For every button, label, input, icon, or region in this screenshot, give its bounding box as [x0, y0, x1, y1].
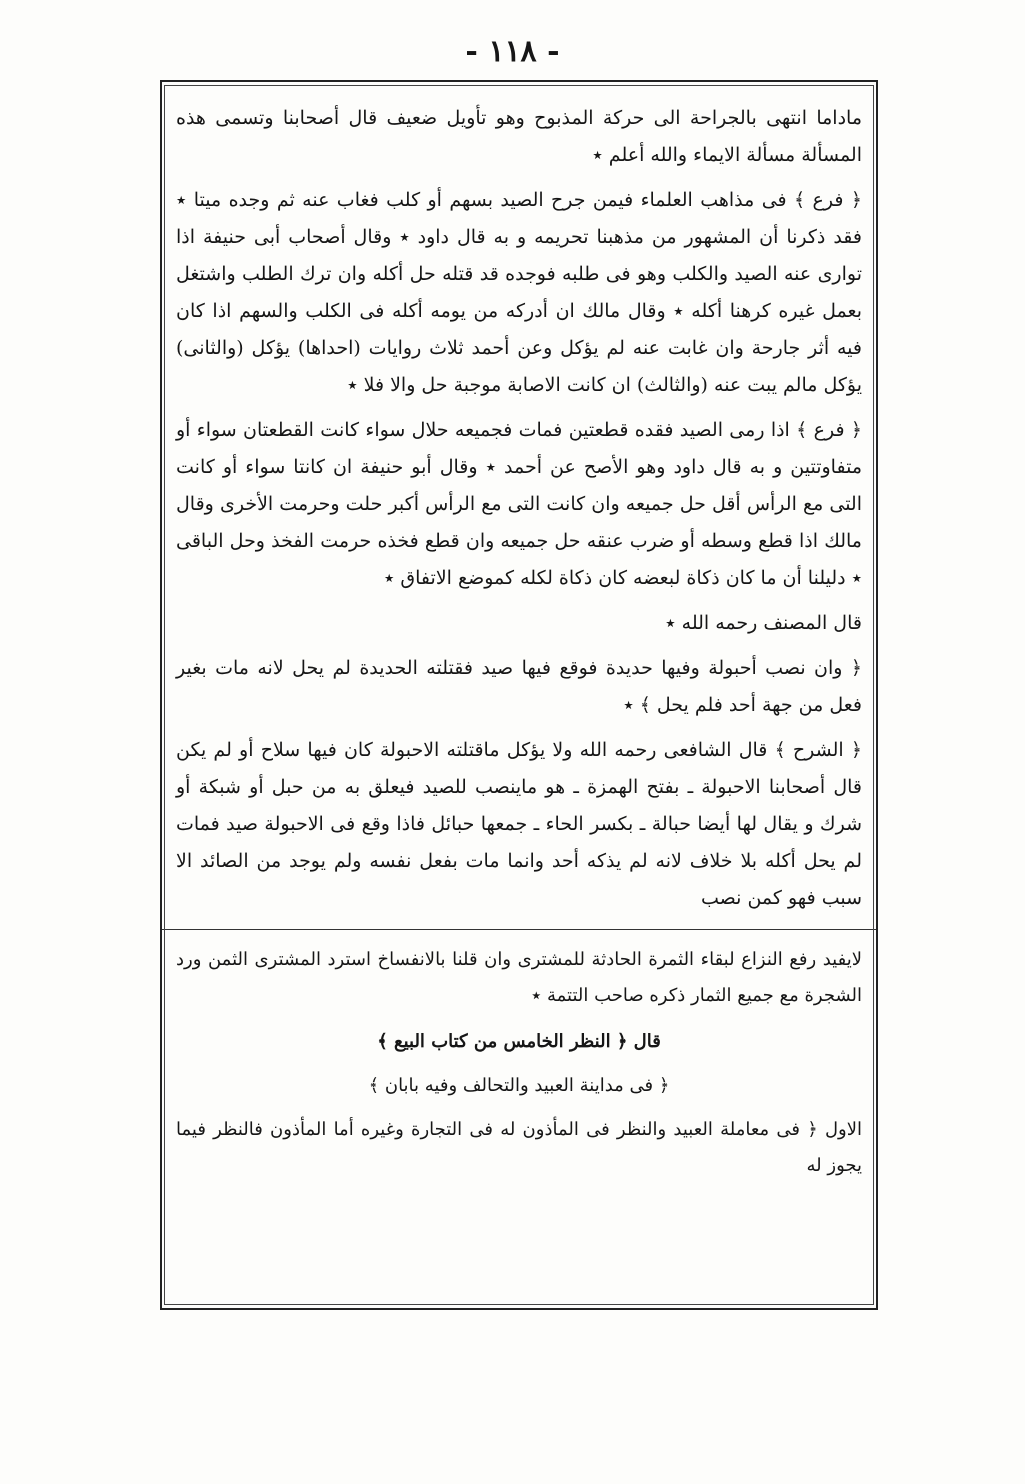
paragraph-6: ﴿ الشرح ﴾ قال الشافعى رحمه الله ولا يؤكل ماقتلته الاحبولة كان فيها سلاح أو لم يكن قال أصحابنا الاحبولة ـ بفتح الهمزة ـ هو ماينصب للصيد فيعلق به من حبل أو شبكة أو شرك و يقال لها أيضا حبالة ـ بكسر الحاء ـ جمعها حبائل فاذا وقع فى الاحبولة صيد فمات لم يحل أكله بلا خلاف لانه لم يذكه أحد وانما مات بفعل نفسه ولم يوجد من الصائد الا سبب فهو كمن نصب	[176, 739, 862, 909]
footnote-last-line: الاول ﴿ فى معاملة العبيد والنظر فى المأذون له فى التجارة وغيره أما المأذون فالنظر فيما يجوز له	[176, 1119, 862, 1176]
section-subtitle: ﴿ فى مداينة العبيد والتحالف وفيه بابان ﴾	[368, 1075, 670, 1096]
footnote-section	[176, 942, 862, 1184]
footnote-divider	[162, 929, 876, 930]
paragraph-4: قال المصنف رحمه الله ٭	[665, 612, 862, 634]
page-number: - ١١٨ -	[465, 34, 560, 69]
section-title: قال ﴿ النظر الخامس من كتاب البيع ﴾	[377, 1031, 661, 1052]
body-text	[176, 100, 862, 1192]
paragraph-5: ﴿ وان نصب أحبولة وفيها حديدة فوقع فيها صيد فقتلته الحديدة لم يحل لانه مات بغير فعل من جهة أحد فلم يحل ﴾ ٭	[176, 657, 862, 716]
paragraph-3: ﴿ فرع ﴾ اذا رمى الصيد فقده قطعتين فمات فجميعه حلال سواء كانت القطعتان سواء أو متفاوتتين و به قال داود وهو الأصح عن أحمد ٭ وقال أبو حنيفة ان كانتا سواء أو كانت التى مع الرأس أقل حل جميعه وان كانت التى مع الرأس أكبر حلت وحرمت الأخرى وقال مالك اذا قطع وسطه أو ضرب عنقه حل جميعه وان قطع فخذه حرمت الفخذ وحل الباقى ٭ دليلنا أن ما كان ذكاة لبعضه كان ذكاة لكله كموضع الاتفاق ٭	[176, 419, 862, 589]
paragraph-2: ﴿ فرع ﴾ فى مذاهب العلماء فيمن جرح الصيد بسهم أو كلب فغاب عنه ثم وجده ميتا ٭ فقد ذكرنا أن المشهور من مذهبنا تحريمه و به قال داود ٭ وقال أصحاب أبى حنيفة اذا توارى عنه الصيد والكلب وهو فى طلبه فوجده قد قتله حل أكله وان ترك الطلب واشتغل بعمل غيره كرهنا أكله ٭ وقال مالك ان أدركه من يومه أكله فى الكلب والسهم اذا كان فيه أثر جارحة وان غابت عنه لم يؤكل وعن أحمد ثلاث روايات (احداها) يؤكل (والثانى) يؤكل مالم يبت عنه (والثالث) ان كانت الاصابة موجبة حل والا فلا ٭	[176, 189, 862, 396]
page-frame	[160, 80, 878, 1310]
paragraph-1: ماداما انتهى بالجراحة الى حركة المذبوح وهو تأويل ضعيف قال أصحابنا وتسمى هذه المسألة مسألة الايماء والله أعلم ٭	[176, 107, 862, 166]
footnote-paragraph: لايفيد رفع النزاع لبقاء الثمرة الحادثة للمشترى وان قلنا بالانفساخ استرد المشترى الثمن ورد الشجرة مع جميع الثمار ذكره صاحب التتمة ٭	[176, 949, 862, 1006]
